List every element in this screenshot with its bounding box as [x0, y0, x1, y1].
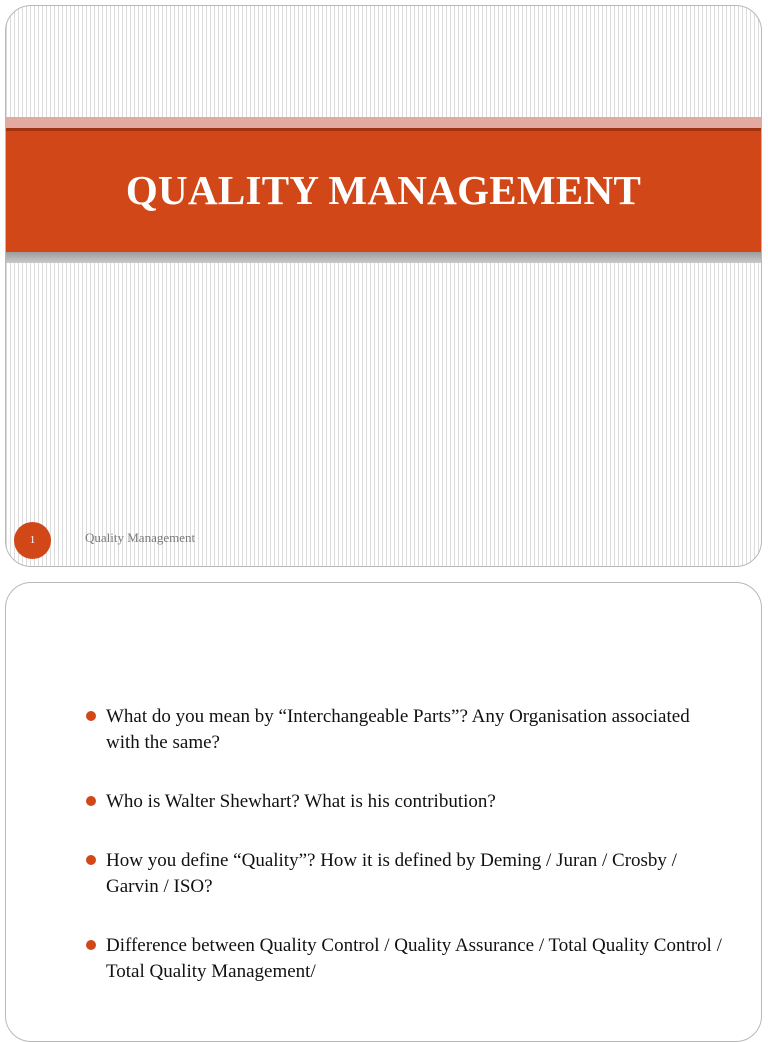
bullet-list: [86, 704, 726, 1018]
title-accent-band: [6, 117, 761, 128]
bullet-text: How you define “Quality”? How it is defined by Deming / Juran / Crosby / Garvin / ISO?: [106, 850, 677, 897]
bullet-text: Who is Walter Shewhart? What is his contribution?: [106, 791, 496, 812]
slide-footer: Quality Management: [85, 530, 196, 545]
bullet-dot-icon: [86, 711, 96, 721]
bullet-item: [86, 848, 726, 900]
bullet-item: [86, 933, 726, 985]
slide-title: QUALITY MANAGEMENT: [125, 167, 642, 213]
bullet-text: Difference between Quality Control / Quality Assurance / Total Quality Control / Total Quality Management/: [106, 935, 722, 982]
bullet-text: What do you mean by “Interchangeable Parts”? Any Organisation associated with the same?: [106, 706, 690, 753]
title-slide: [5, 5, 762, 567]
bullet-dot-icon: [86, 796, 96, 806]
bullet-item: [86, 704, 726, 756]
title-shadow-band: [6, 252, 761, 263]
bullet-item: [86, 789, 726, 815]
content-slide: [5, 582, 762, 1042]
slide-number-badge: 1: [14, 522, 51, 559]
bullet-dot-icon: [86, 940, 96, 950]
bullet-dot-icon: [86, 855, 96, 865]
